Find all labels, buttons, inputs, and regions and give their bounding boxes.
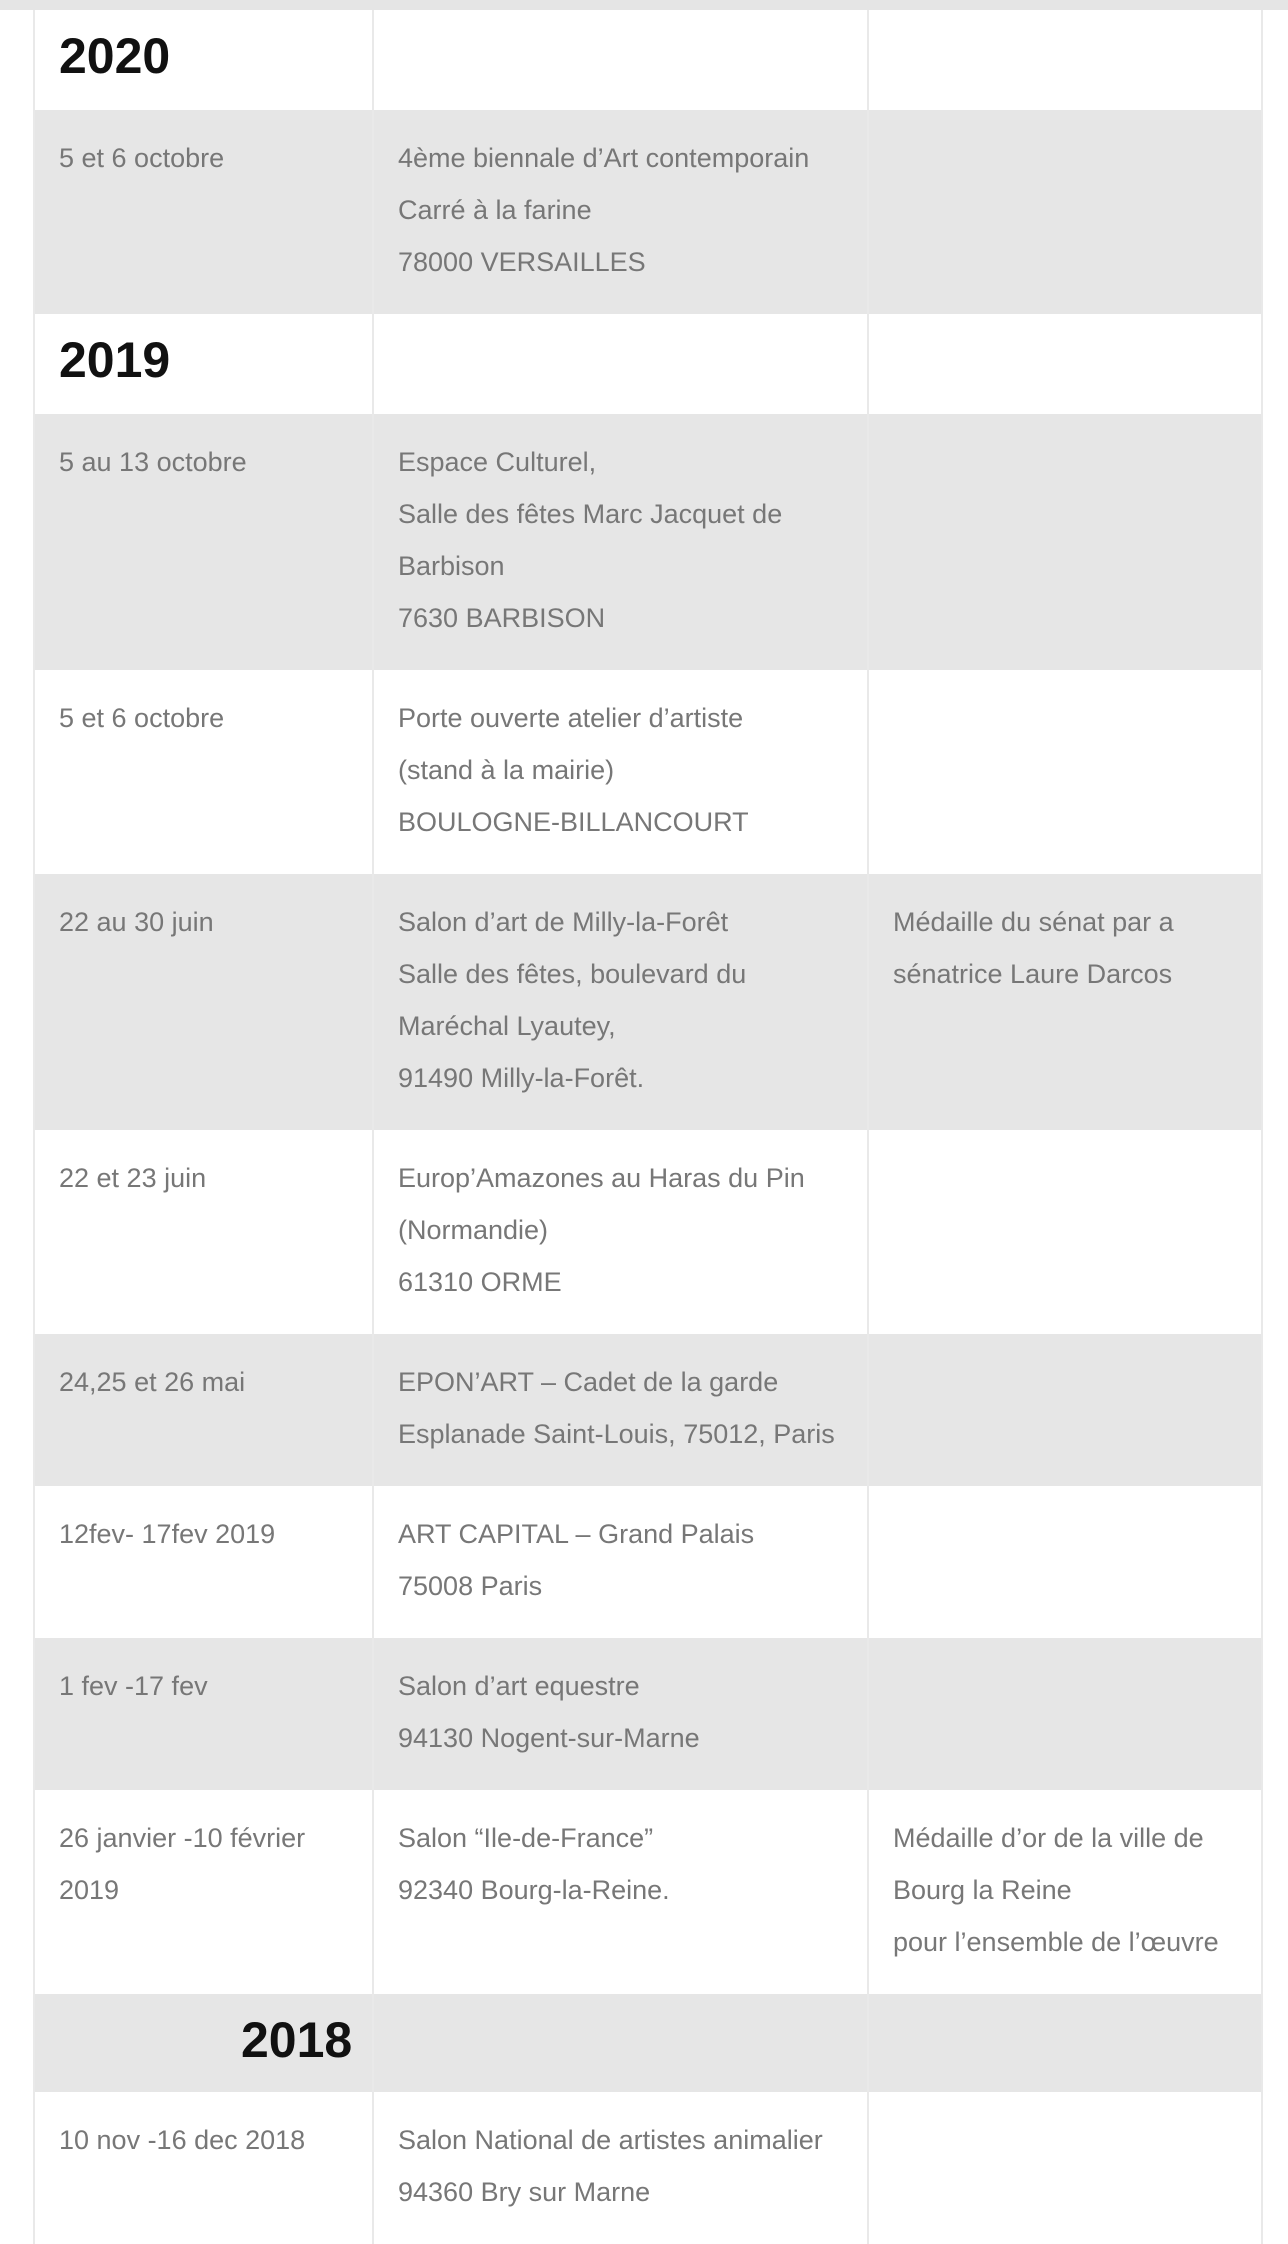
year-heading: 2019	[59, 332, 171, 388]
year-heading: 2018	[241, 2012, 353, 2068]
date-cell: 5 et 6 octobre	[34, 670, 373, 874]
date-cell: 5 au 13 octobre	[34, 414, 373, 670]
venue-cell: Salon National de artistes animalier 94360 Bry sur Marne	[373, 2092, 868, 2244]
award-cell	[868, 1638, 1262, 1790]
table-row	[34, 1638, 1262, 1790]
venue-cell: Salon “Ile-de-France” 92340 Bourg-la-Reine.	[373, 1790, 868, 1994]
date-cell: 22 au 30 juin	[34, 874, 373, 1130]
table-row	[34, 1790, 1262, 1994]
date-cell: 1 fev -17 fev	[34, 1638, 373, 1790]
venue-cell: 4ème biennale d’Art contemporain Carré à la farine 78000 VERSAILLES	[373, 110, 868, 314]
table-row	[34, 1334, 1262, 1486]
table-row	[34, 670, 1262, 874]
year-heading: 2020	[59, 28, 171, 84]
table-row	[34, 414, 1262, 670]
exhibitions-table	[33, 10, 1263, 2244]
year-row-2018	[34, 1994, 1262, 2092]
venue-cell: ART CAPITAL – Grand Palais 75008 Paris	[373, 1486, 868, 1638]
award-cell	[868, 414, 1262, 670]
date-cell: 12fev- 17fev 2019	[34, 1486, 373, 1638]
venue-cell: Salon d’art equestre 94130 Nogent-sur-Marne	[373, 1638, 868, 1790]
table-row	[34, 874, 1262, 1130]
date-cell: 24,25 et 26 mai	[34, 1334, 373, 1486]
award-cell	[868, 1486, 1262, 1638]
table-row	[34, 1130, 1262, 1334]
table-row	[34, 2092, 1262, 2244]
year-row-2020	[34, 10, 1262, 110]
award-cell: Médaille du sénat par a sénatrice Laure Darcos	[868, 874, 1262, 1130]
venue-cell: Europ’Amazones au Haras du Pin (Normandie) 61310 ORME	[373, 1130, 868, 1334]
date-cell: 26 janvier -10 février 2019	[34, 1790, 373, 1994]
award-cell	[868, 2092, 1262, 2244]
date-cell: 22 et 23 juin	[34, 1130, 373, 1334]
award-cell	[868, 1334, 1262, 1486]
table-row	[34, 110, 1262, 314]
date-cell: 5 et 6 octobre	[34, 110, 373, 314]
date-cell: 10 nov -16 dec 2018	[34, 2092, 373, 2244]
venue-cell: Porte ouverte atelier d’artiste (stand à la mairie) BOULOGNE-BILLANCOURT	[373, 670, 868, 874]
year-cell	[34, 10, 373, 110]
venue-cell: EPON’ART – Cadet de la garde Esplanade Saint-Louis, 75012, Paris	[373, 1334, 868, 1486]
year-cell	[34, 314, 373, 414]
venue-cell: Espace Culturel, Salle des fêtes Marc Jacquet de Barbison 7630 BARBISON	[373, 414, 868, 670]
venue-cell: Salon d’art de Milly-la-Forêt Salle des fêtes, boulevard du Maréchal Lyautey, 91490 Milly-la-Forêt.	[373, 874, 868, 1130]
table-row	[34, 1486, 1262, 1638]
year-cell	[34, 1994, 373, 2092]
year-row-2019	[34, 314, 1262, 414]
award-cell	[868, 670, 1262, 874]
award-cell	[868, 110, 1262, 314]
award-cell	[868, 1130, 1262, 1334]
top-band	[0, 0, 1288, 10]
award-cell: Médaille d’or de la ville de Bourg la Reine pour l’ensemble de l’œuvre	[868, 1790, 1262, 1994]
